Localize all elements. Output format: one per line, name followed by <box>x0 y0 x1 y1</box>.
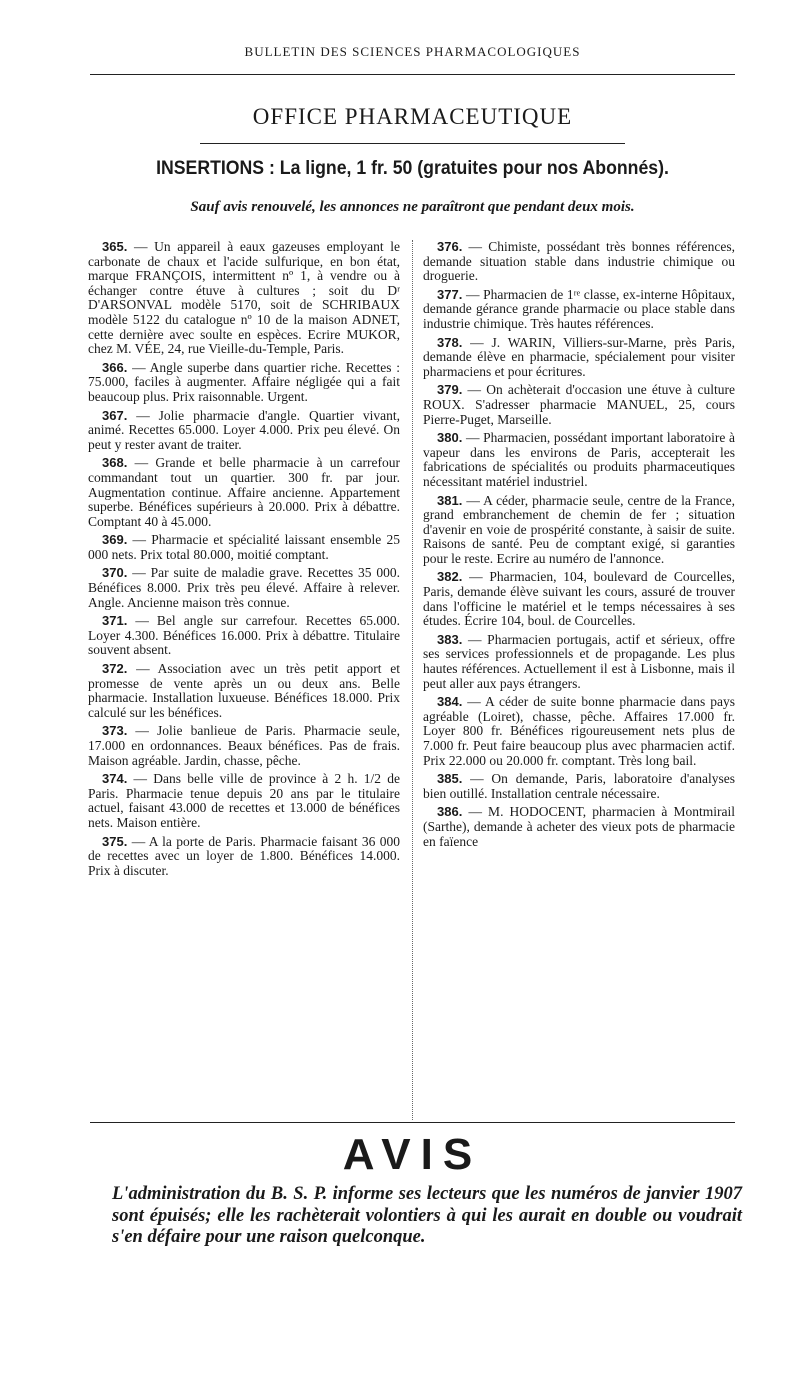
ad-text: — On achèterait d'occasion une étuve à culture ROUX. S'adresser pharmacie MANUEL, 25, cours Pierre-Puget, Marseille. <box>423 382 735 427</box>
ad-text: — Bel angle sur carrefour. Recettes 65.000. Loyer 4.300. Bénéfices 16.000. Prix à débattre. Titulaire souvent absent. <box>88 613 401 658</box>
ad-number: 370. <box>102 565 128 581</box>
office-title: OFFICE PHARMACEUTIQUE <box>252 104 573 129</box>
ad-text: — Association avec un très petit apport et promesse de vente après un ou deux ans. Belle pharmacie. Installation luxueuse. Bénéfices 18.000. Prix calculé sur les bénéfices. <box>88 661 400 720</box>
top-rule <box>90 74 735 75</box>
ad-entry <box>88 724 400 768</box>
ad-text: — Chimiste, possédant très bonnes références, demande situation stable dans industrie chimique ou droguerie. <box>423 239 736 284</box>
ad-entry <box>88 662 400 720</box>
title-rule <box>200 143 625 144</box>
ad-entry <box>423 240 735 284</box>
ad-number: 366. <box>102 359 128 375</box>
ad-text: — Grande et belle pharmacie à un carrefour commandant tout un quartier. 300 fr. par jour. Augmentation continue. Affaire ancienne. Appartement superbe. Bénéfices supérieurs à 20.000. Prix à débattre. Comptant 40 à 45.000. <box>88 455 401 529</box>
ad-text: — Angle superbe dans quartier riche. Recettes : 75.000, faciles à augmenter. Affaire négligée qui a fait beaucoup plus. Prix raisonnable. Urgent. <box>88 359 401 404</box>
ad-entry <box>423 570 735 628</box>
right-column <box>423 240 735 853</box>
avis-title: AVIS <box>342 1130 483 1179</box>
ad-number: 384. <box>437 694 463 710</box>
ad-number: 381. <box>437 492 463 508</box>
ad-text: — Pharmacien de 1ʳᵉ classe, ex-interne Hôpitaux, demande gérance grande pharmacie ou place stable dans industrie chimique. Très hautes références. <box>423 286 736 331</box>
ad-text: — A céder, pharmacie seule, centre de la France, grand embranchement de chemin de fer ; situation d'avenir en voie de prospérité constante, à saisir de suite. Raisons de santé. Peu de comptant exigé, si garanties pour le reste. Ecrire au numéro de l'annonce. <box>423 492 735 566</box>
ad-entry <box>88 566 400 610</box>
ad-number: 383. <box>437 631 463 647</box>
ad-number: 377. <box>437 286 463 302</box>
ad-entry <box>88 533 400 562</box>
ad-entry <box>423 695 735 768</box>
ad-entry <box>88 835 400 879</box>
ad-entry <box>423 494 735 567</box>
ad-entry <box>88 409 400 453</box>
ad-text: — Jolie pharmacie d'angle. Quartier vivant, animé. Recettes 65.000. Loyer 4.000. Prix peu élevé. On peut y rester avant de traiter. <box>88 407 400 452</box>
avis-text: L'administration du B. S. P. informe ses lecteurs que les numéros de janvier 1907 sont épuisés; elle les rachèterait volontiers à qui les aurait en double ou voudrait s'en défaire pour une raison quelconque. <box>112 1184 742 1247</box>
ad-text: — M. HODOCENT, pharmacien à Montmirail (Sarthe), demande à acheter des vieux pots de pharmacie en faïence <box>423 804 735 849</box>
ad-entry <box>423 431 735 489</box>
ad-number: 369. <box>102 532 128 548</box>
bottom-rule <box>90 1122 735 1123</box>
ad-number: 372. <box>102 661 128 677</box>
insertions-rate: INSERTIONS : La ligne, 1 fr. 50 (gratuites pour nos Abonnés). <box>156 158 669 179</box>
ad-number: 382. <box>437 569 463 585</box>
ad-number: 378. <box>437 334 463 350</box>
ad-number: 385. <box>437 771 463 787</box>
ad-entry <box>423 772 735 801</box>
ad-entry <box>88 361 400 405</box>
ad-text: — Dans belle ville de province à 2 h. 1/2 de Paris. Pharmacie tenue depuis 20 ans par le titulaire actuel, faisant 43.000 de recettes et 13.000 de bénéfices nets. Maison entière. <box>88 771 400 830</box>
ad-number: 368. <box>102 455 128 471</box>
ad-entry <box>88 614 400 658</box>
ad-number: 375. <box>102 833 128 849</box>
ad-number: 367. <box>102 407 128 423</box>
ad-number: 374. <box>102 771 128 787</box>
ad-entry <box>88 772 400 830</box>
ad-text: — On demande, Paris, laboratoire d'analyses bien outillé. Installation centrale nécessaire. <box>423 771 735 801</box>
ad-number: 373. <box>102 723 128 739</box>
ad-text: — Pharmacie et spécialité laissant ensemble 25 000 nets. Prix total 80.000, moitié comptant. <box>88 532 400 562</box>
ad-entry <box>88 456 400 529</box>
ad-number: 386. <box>437 804 463 820</box>
running-head: BULLETIN DES SCIENCES PHARMACOLOGIQUES <box>244 44 581 59</box>
ad-entry <box>423 805 735 849</box>
ad-entry <box>88 240 400 357</box>
ad-number: 371. <box>102 613 128 629</box>
left-column <box>88 240 400 882</box>
ad-text: — Pharmacien, 104, boulevard de Courcelles, Paris, demande élève suivant les cours, assuré de trouver dans l'officine le matériel et le temps nécessaires à ses études. Écrire 104, boul. de Courcelles. <box>423 569 735 629</box>
ad-entry <box>423 288 735 332</box>
ad-text: — Jolie banlieue de Paris. Pharmacie seule, 17.000 en ordonnances. Beaux bénéfices. Pas de frais. Maison agréable. Jardin, chasse, pêche. <box>88 723 400 768</box>
ad-number: 379. <box>437 382 463 398</box>
ad-entry <box>423 336 735 380</box>
ad-text: — Pharmacien portugais, actif et sérieux, offre ses services professionnels et de propagande. Les plus hautes références. Actuellement il est à Lisbonne, mais il peut aller aux pays étrangers. <box>423 631 735 691</box>
ad-text: — A céder de suite bonne pharmacie dans pays agréable (Loiret), chasse, pêche. Affaires 17.000 fr. Loyer 800 fr. Bénéfices rigoureusement nets plus de 7.000 fr. Peut faire beaucoup plus avec pharmacien actif. Prix 22.000 ou 20.000 fr. comptant. Très long bail. <box>423 694 736 768</box>
ad-entry <box>423 383 735 427</box>
column-divider <box>412 240 413 1120</box>
ad-text: — Par suite de maladie grave. Recettes 35 000. Bénéfices 8.000. Prix très peu élevé. Affaire à relever. Angle. Ancienne maison très connue. <box>88 565 400 610</box>
notice-text: Sauf avis renouvelé, les annonces ne paraîtront que pendant deux mois. <box>190 199 635 215</box>
ad-entry <box>423 633 735 691</box>
ad-text: — Un appareil à eaux gazeuses employant le carbonate de chaux et l'acide sulfurique, en bon état, marque FRANÇOIS, intermittent nº 1, à vendre ou à échanger contre étuve à cultures ; soit du Dʳ D'ARSONVAL modèle 5170, soit de SCHRIBAUX modèle 5122 du catalogue nº 10 de la maison ADNET, cette dernière avec soulte en espèces. Ecrire MUKOR, chez M. VÉE, 24, rue Vieille-du-Temple, Paris. <box>88 239 401 357</box>
ad-text: — Pharmacien, possédant important laboratoire à vapeur dans les environs de Paris, accepterait les fabrications de spécialités ou produits pharmaceutiques nécessitant matériel industriel. <box>423 430 736 489</box>
ad-number: 376. <box>437 239 463 254</box>
ad-text: — A la porte de Paris. Pharmacie faisant 36 000 de recettes avec un loyer de 1.800. Bénéfices 14.000. Prix à discuter. <box>88 833 401 878</box>
ad-text: — J. WARIN, Villiers-sur-Marne, près Paris, demande élève en pharmacie, spécialement pour visiter pharmaciens et pour écritures. <box>423 334 735 379</box>
ad-number: 380. <box>437 430 463 446</box>
ad-number: 365. <box>102 239 128 254</box>
